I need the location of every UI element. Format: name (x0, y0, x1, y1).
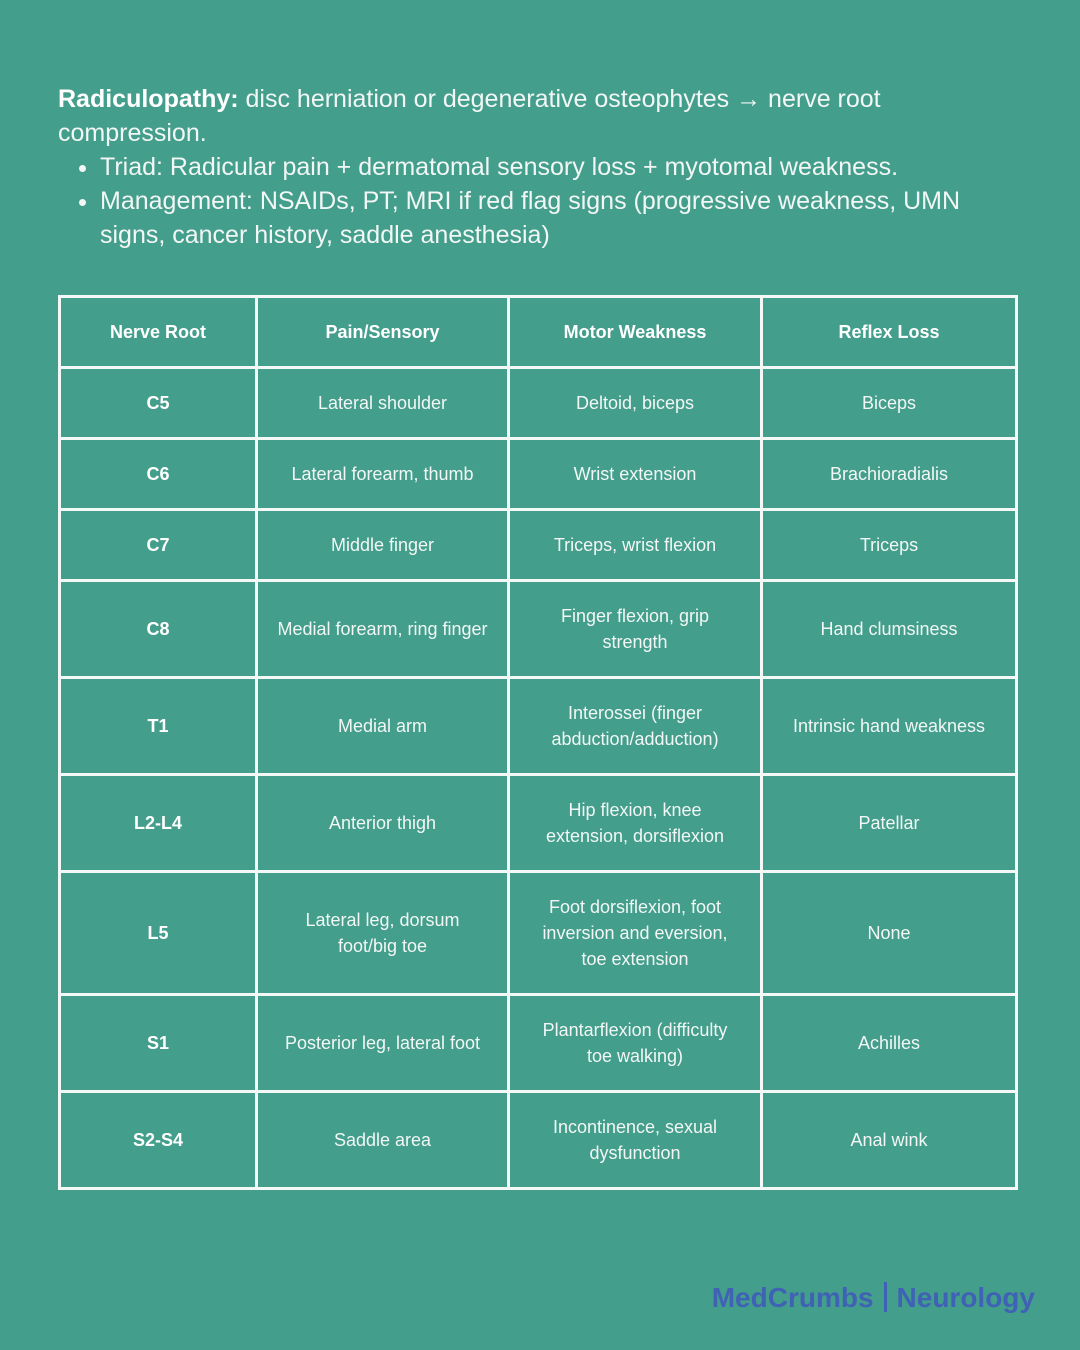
nerve-root-cell: T1 (60, 678, 257, 775)
motor-weakness-cell: Finger flexion, grip strength (509, 581, 762, 678)
motor-weakness-cell: Incontinence, sexual dysfunction (509, 1092, 762, 1189)
header-reflex-loss: Reflex Loss (762, 297, 1017, 368)
brand-divider (884, 1282, 887, 1312)
table-row (60, 678, 1017, 775)
reflex-loss-cell: Patellar (762, 775, 1017, 872)
intro-bullets (58, 150, 1018, 252)
motor-weakness-cell: Deltoid, biceps (509, 368, 762, 439)
nerve-root-cell: C7 (60, 510, 257, 581)
motor-weakness-cell: Interossei (finger abduction/adduction) (509, 678, 762, 775)
nerve-root-cell: S1 (60, 995, 257, 1092)
header-pain-sensory: Pain/Sensory (257, 297, 509, 368)
nerve-root-cell: S2-S4 (60, 1092, 257, 1189)
pain-sensory-cell: Medial forearm, ring finger (257, 581, 509, 678)
table-row (60, 775, 1017, 872)
table-row (60, 872, 1017, 995)
bullet-triad: • Triad: Radicular pain + dermatomal sensory loss + myotomal weakness. (100, 150, 1018, 184)
intro-title: Radiculopathy: (58, 85, 239, 113)
table-header-row (60, 297, 1017, 368)
table-row (60, 1092, 1017, 1189)
reflex-loss-cell: Brachioradialis (762, 439, 1017, 510)
nerve-root-cell: L5 (60, 872, 257, 995)
pain-sensory-cell: Posterior leg, lateral foot (257, 995, 509, 1092)
reflex-loss-cell: Biceps (762, 368, 1017, 439)
reflex-loss-cell: Anal wink (762, 1092, 1017, 1189)
motor-weakness-cell: Wrist extension (509, 439, 762, 510)
table-row (60, 995, 1017, 1092)
pain-sensory-cell: Middle finger (257, 510, 509, 581)
header-nerve-root: Nerve Root (60, 297, 257, 368)
brand-name: MedCrumbs (711, 1282, 874, 1313)
intro-lead: disc herniation or degenerative osteophytes → nerve root compression. (58, 85, 881, 147)
intro-block (58, 82, 1018, 252)
pain-sensory-cell: Lateral leg, dorsum foot/big toe (257, 872, 509, 995)
radiculopathy-table (58, 295, 1018, 1190)
reflex-loss-cell: Triceps (762, 510, 1017, 581)
table-row (60, 581, 1017, 678)
pain-sensory-cell: Medial arm (257, 678, 509, 775)
motor-weakness-cell: Plantarflexion (difficulty toe walking) (509, 995, 762, 1092)
nerve-root-cell: L2-L4 (60, 775, 257, 872)
pain-sensory-cell: Lateral shoulder (257, 368, 509, 439)
pain-sensory-cell: Saddle area (257, 1092, 509, 1189)
table-row (60, 368, 1017, 439)
motor-weakness-cell: Foot dorsiflexion, foot inversion and eversion, toe extension (509, 872, 762, 995)
pain-sensory-cell: Anterior thigh (257, 775, 509, 872)
reflex-loss-cell: Hand clumsiness (762, 581, 1017, 678)
motor-weakness-cell: Triceps, wrist flexion (509, 510, 762, 581)
nerve-root-cell: C5 (60, 368, 257, 439)
header-motor-weakness: Motor Weakness (509, 297, 762, 368)
motor-weakness-cell: Hip flexion, knee extension, dorsiflexion (509, 775, 762, 872)
reflex-loss-cell: Achilles (762, 995, 1017, 1092)
intro-paragraph (58, 82, 1018, 150)
brand-footer (712, 1282, 1035, 1314)
table-row (60, 439, 1017, 510)
table-row (60, 510, 1017, 581)
nerve-root-cell: C6 (60, 439, 257, 510)
reflex-loss-cell: Intrinsic hand weakness (762, 678, 1017, 775)
brand-section: Neurology (896, 1282, 1035, 1313)
bullet-management: • Management: NSAIDs, PT; MRI if red flag signs (progressive weakness, UMN signs, cancer history, saddle anesthesia) (100, 184, 1018, 252)
nerve-root-cell: C8 (60, 581, 257, 678)
reflex-loss-cell: None (762, 872, 1017, 995)
pain-sensory-cell: Lateral forearm, thumb (257, 439, 509, 510)
